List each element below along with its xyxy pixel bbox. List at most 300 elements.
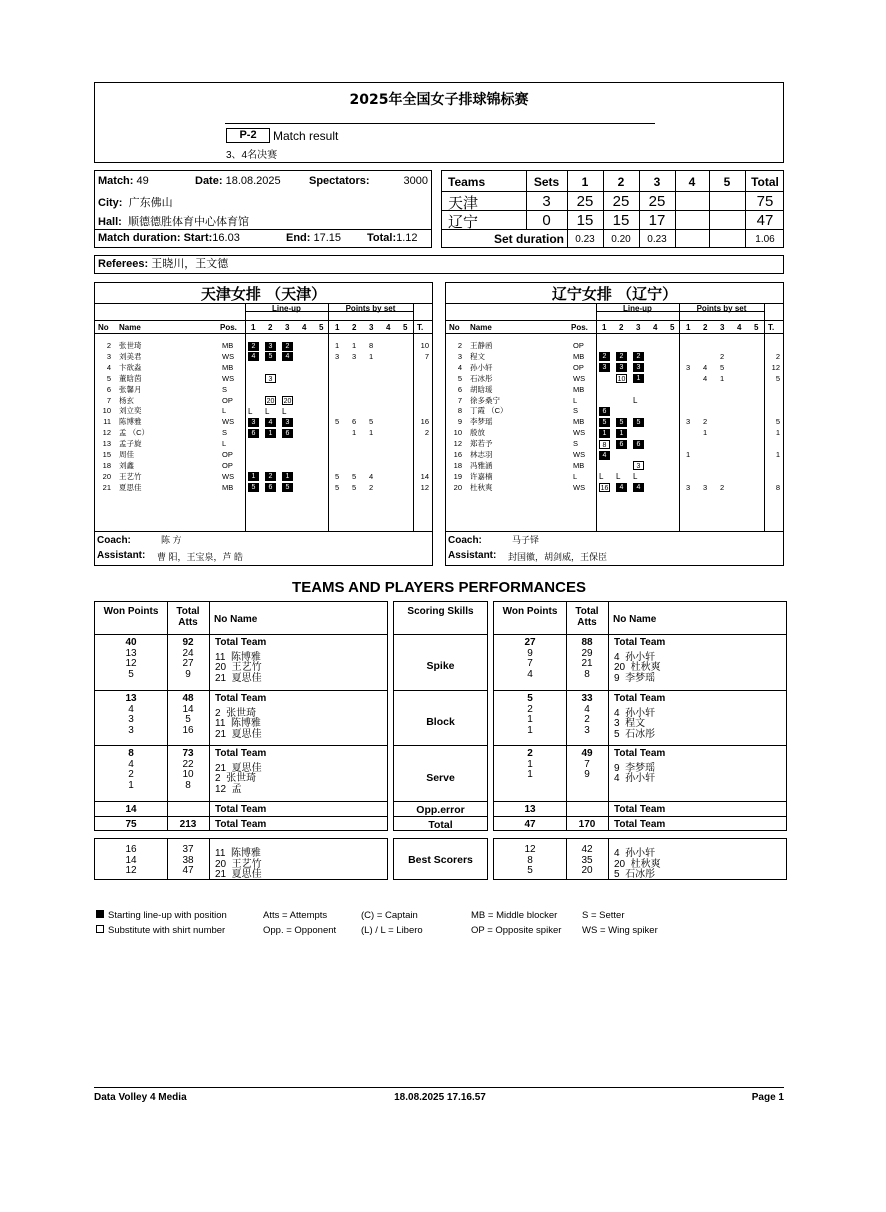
lineup-cell: L: [616, 472, 621, 482]
set-points: 1: [369, 351, 374, 361]
player-number: 3: [457, 351, 462, 361]
referees-label: Referees:: [98, 258, 149, 270]
won-points: 3: [128, 714, 134, 725]
won-points-header: Won Points: [502, 606, 558, 617]
player-entry: 21 夏思佳: [215, 728, 262, 740]
set-points: 1: [352, 341, 357, 350]
won-points: 1: [128, 779, 134, 791]
points-header: Points by set: [696, 304, 747, 313]
set-points: 5: [352, 471, 357, 481]
lineup-cell: 3: [265, 374, 276, 383]
player-row: [95, 428, 432, 438]
player-row: [95, 374, 432, 384]
legend-libero: (L) / L = Libero: [361, 925, 423, 936]
player-number: 7: [457, 395, 462, 405]
player-position: OP: [573, 362, 584, 372]
set3-duration: 0.23: [647, 234, 667, 245]
grid-line: [394, 634, 487, 635]
doc-code-box: [226, 128, 270, 143]
total-atts-header: Total Atts: [575, 606, 599, 628]
total-atts: 24: [182, 647, 194, 659]
set-points: 1: [703, 428, 708, 438]
page-title: 2025年全国女子排球锦标赛: [349, 92, 529, 108]
won-points-header: Won Points: [103, 606, 159, 617]
player-position: S: [573, 439, 579, 449]
player-row: [446, 406, 783, 416]
player-name: 石冰彤: [470, 373, 493, 383]
name-header: Name: [470, 323, 492, 332]
player-number: 18: [102, 460, 111, 470]
player-name: 徐多桑宁: [470, 395, 500, 405]
match-number: 49: [136, 175, 149, 187]
grid-line: [95, 816, 387, 817]
scoring-skills-header: Scoring Skills: [407, 606, 474, 617]
set-duration-label: Set duration: [493, 232, 564, 246]
set-points: 5: [335, 417, 340, 427]
teams-header: Teams: [448, 175, 486, 189]
legend-opp: Opp. = Opponent: [263, 925, 337, 936]
total-atts: 9: [584, 769, 590, 780]
total-atts: 21: [581, 658, 593, 669]
total-atts: 33: [581, 693, 593, 704]
player-row: [446, 428, 783, 438]
set-points: 1: [369, 428, 374, 438]
doc-code: P-2: [239, 129, 257, 141]
player-total: 5: [775, 417, 780, 427]
player-position: OP: [222, 460, 233, 470]
player-row: [446, 385, 783, 395]
grid-line: [494, 690, 786, 691]
total-atts: 2: [584, 714, 590, 725]
player-name: 王艺竹: [119, 471, 142, 481]
total-col-header: T.: [768, 323, 775, 332]
legend-op: OP = Opposite spiker: [471, 925, 562, 936]
player-name: 丁霞 （C）: [470, 406, 508, 416]
player-number: 13: [102, 439, 111, 449]
won-points: 5: [128, 668, 134, 680]
player-position: WS: [573, 373, 586, 383]
player-entry: 5 石冰彤: [614, 728, 656, 740]
points-col-header: 2: [703, 323, 708, 332]
set-col-header: 5: [670, 323, 675, 332]
lineup-cell: 5: [633, 418, 644, 427]
set-points: 5: [335, 471, 340, 481]
grid-line: [95, 690, 387, 691]
lineup-cell: 4: [248, 352, 259, 361]
grid-line: [95, 333, 432, 334]
team1-sets: 3: [542, 193, 551, 210]
legend-ws: WS = Wing spiker: [582, 925, 658, 936]
perf-right-box: [493, 601, 787, 831]
points-col-header: 1: [686, 323, 691, 332]
grid-line: [394, 690, 487, 691]
lineup-cell: 10: [617, 376, 626, 384]
total-atts: 8: [584, 668, 590, 680]
player-row: [446, 396, 783, 406]
match-info-box: [94, 170, 432, 248]
team1-set2: 25: [612, 193, 630, 210]
player-position: WS: [222, 351, 235, 361]
total-header: Total: [751, 175, 779, 189]
set-points: 1: [686, 450, 691, 459]
player-name: 刘美君: [119, 351, 142, 361]
player-entry: 4 孙小轩: [614, 773, 656, 784]
player-name: 郑若予: [470, 439, 493, 449]
set-points: 3: [686, 362, 691, 372]
player-entry: Total Team: [614, 637, 666, 648]
team2-total: 47: [756, 212, 774, 229]
player-position: WS: [222, 471, 235, 481]
set-col-header: 2: [619, 323, 624, 332]
set-points: 8: [369, 341, 374, 350]
set-points: 5: [335, 482, 340, 492]
set-points: 3: [686, 417, 691, 427]
player-entry: 2 张世琦: [215, 707, 257, 719]
coach-label: Coach:: [97, 535, 131, 546]
player-row: [95, 439, 432, 449]
player-number: 6: [457, 384, 462, 394]
hall-label: Hall:: [98, 216, 122, 228]
set-col-header: 3: [285, 323, 290, 332]
points-col-header: 2: [352, 323, 357, 332]
best-won: 16: [125, 844, 137, 855]
player-entry: 9 李梦瑶: [614, 762, 656, 774]
total-atts: 92: [182, 637, 194, 648]
team2-name: 辽宁: [448, 214, 479, 231]
lineup-cell: 16: [600, 485, 609, 493]
player-entry: 3 程文: [614, 718, 646, 729]
player-name: 孟子旋: [119, 439, 142, 449]
grid-line: [608, 602, 609, 830]
grid-line: [608, 839, 609, 879]
player-number: 12: [102, 428, 111, 438]
player-name: 夏思佳: [119, 482, 142, 492]
total-label: Total:: [367, 232, 397, 244]
no-name-header: No Name: [214, 614, 258, 625]
start-value: 16.03: [212, 232, 240, 244]
best-right-box: [493, 838, 787, 880]
grid-line: [494, 745, 786, 746]
player-name: 林志羽: [470, 450, 493, 459]
player-total: 12: [420, 482, 429, 492]
team2-set2: 15: [612, 212, 630, 229]
set-col-header: 4: [653, 323, 658, 332]
doc-name: Match result: [273, 129, 339, 143]
grid-line: [394, 816, 487, 817]
points-col-header: 3: [369, 323, 374, 332]
player-entry: Total Team: [614, 748, 666, 759]
set-col-header: 2: [268, 323, 273, 332]
score-box: [441, 170, 784, 248]
grid-line: [95, 745, 387, 746]
best-scorers-label: Best Scorers: [408, 854, 473, 866]
won-points: 7: [527, 658, 533, 669]
player-name: 刘立奕: [119, 406, 142, 416]
best-atts: 37: [182, 844, 194, 855]
team1-title: 天津女排 （天津）: [200, 285, 327, 303]
lineup-cell: 4: [633, 483, 644, 492]
total-atts: 27: [182, 658, 194, 669]
won-points: 13: [125, 647, 137, 659]
lineup-cell: 2: [599, 352, 610, 361]
player-number: 2: [106, 341, 111, 350]
total-atts: 10: [182, 769, 194, 780]
pos-header: Pos.: [220, 323, 237, 332]
player-row: [95, 417, 432, 427]
player-position: MB: [573, 460, 585, 470]
player-entry: 9 李梦瑶: [614, 672, 656, 684]
lineup-cell: 2: [282, 342, 293, 351]
player-entry: Total Team: [614, 693, 666, 704]
won-points: 2: [128, 769, 134, 780]
player-name: 李梦瑶: [470, 417, 493, 427]
player-entry: Total Team: [215, 748, 267, 759]
lineup-cell: 6: [599, 407, 610, 416]
lineup-cell: 6: [248, 429, 259, 438]
referees-box: [94, 255, 784, 274]
team2-title: 辽宁女排 （辽宁）: [551, 285, 678, 303]
set-points: 6: [352, 417, 357, 427]
won-points: 4: [128, 758, 134, 770]
player-number: 15: [102, 450, 111, 459]
total-atts: 8: [185, 779, 191, 791]
set1-duration: 0.23: [575, 234, 595, 245]
end-value: 17.15: [313, 232, 342, 244]
won-points: 4: [527, 668, 533, 680]
lineup-cell: L: [633, 396, 638, 405]
lineup-cell: 5: [282, 483, 293, 492]
points-header: Points by set: [345, 304, 396, 313]
grid-line: [95, 801, 387, 802]
date-label: Date:: [195, 175, 223, 187]
player-position: MB: [573, 351, 585, 361]
player-number: 4: [457, 362, 462, 372]
player-row: [446, 483, 783, 493]
total-value: 1.12: [396, 232, 418, 244]
assistant-label: Assistant:: [97, 550, 146, 561]
set-points: 2: [720, 351, 725, 361]
best-player: 20 杜秋爽: [614, 858, 661, 870]
won-points: 3: [128, 724, 134, 736]
player-entry: 11 陈博雅: [215, 718, 261, 729]
set-col-header: 1: [602, 323, 607, 332]
player-total: 1: [775, 450, 780, 459]
no-name-header: No Name: [613, 614, 657, 625]
won-points: 1: [527, 724, 533, 736]
player-entry: 20 王艺竹: [215, 662, 262, 673]
player-name: 陈博雅: [119, 417, 142, 427]
set-points: 3: [335, 351, 340, 361]
player-number: 5: [106, 373, 111, 383]
total-atts: 14: [182, 703, 194, 715]
total-won: 47: [524, 819, 536, 830]
grid-line: [446, 333, 783, 334]
best-player: 5 石冰彤: [614, 869, 656, 880]
grid-line: [95, 634, 387, 635]
city-value: 广东佛山: [128, 197, 173, 209]
player-name: 许嘉楠: [470, 471, 493, 481]
opp-error-won: 14: [125, 804, 137, 815]
points-col-header: 3: [720, 323, 725, 332]
footer-left: Data Volley 4 Media: [94, 1092, 187, 1103]
best-atts: 38: [182, 854, 194, 866]
best-player: 11 陈博雅: [215, 848, 261, 859]
perf-left-box: [94, 601, 388, 831]
player-number: 4: [106, 362, 111, 372]
total-atts: 9: [185, 668, 191, 680]
player-position: MB: [222, 482, 234, 492]
lineup-cell: L: [265, 406, 270, 416]
team1-name: 天津: [448, 195, 479, 212]
set-points: 4: [369, 471, 374, 481]
player-position: L: [222, 406, 227, 416]
total-atts-sum: 213: [179, 819, 197, 830]
set-points: 1: [720, 373, 725, 383]
player-name: 殷放: [470, 428, 485, 438]
lineup-cell: 1: [282, 472, 293, 481]
player-position: WS: [222, 373, 235, 383]
lineup-cell: 5: [616, 418, 627, 427]
player-position: WS: [222, 417, 235, 427]
player-total: 1: [775, 428, 780, 438]
opp-error-won: 13: [524, 804, 536, 815]
player-entry: 4 孙小轩: [614, 651, 656, 663]
legend: [96, 910, 696, 940]
set2-header: 2: [617, 175, 625, 189]
total-atts: 49: [581, 748, 593, 759]
best-atts: 35: [581, 854, 593, 866]
best-player: 21 夏思佳: [215, 869, 262, 880]
lineup-cell: 5: [599, 418, 610, 427]
best-won: 14: [125, 854, 137, 866]
player-total: 5: [775, 373, 780, 383]
total-atts: 73: [182, 748, 194, 759]
set-points: 3: [703, 482, 708, 492]
won-points: 1: [527, 758, 533, 770]
lineup-cell: 6: [282, 429, 293, 438]
player-entry: 2 张世琦: [215, 773, 257, 784]
best-won: 8: [527, 854, 533, 866]
player-row: [95, 396, 432, 406]
won-points: 12: [125, 658, 137, 669]
player-total: 14: [420, 471, 429, 481]
player-number: 10: [102, 406, 111, 416]
grid-line: [394, 801, 487, 802]
filled-square-icon: [96, 910, 104, 918]
lineup-cell: 4: [599, 451, 610, 460]
lineup-cell: 1: [599, 429, 610, 438]
player-row: [446, 439, 783, 449]
lineup-header: Line-up: [623, 304, 652, 313]
player-number: 5: [457, 373, 462, 383]
set-points: 4: [703, 362, 708, 372]
lineup-cell: 1: [616, 429, 627, 438]
lineup-cell: 3: [282, 418, 293, 427]
total-duration: 1.06: [755, 234, 775, 245]
set-points: 2: [720, 482, 725, 492]
no-header: No: [449, 323, 460, 332]
team2-set1: 15: [576, 212, 594, 229]
lineup-cell: 4: [265, 418, 276, 427]
opp-error-name: Total Team: [614, 804, 666, 815]
player-row: [95, 385, 432, 395]
best-skills-box: [393, 838, 488, 880]
lineup-cell: 1: [265, 429, 276, 438]
coach-label: Coach:: [448, 535, 482, 546]
set-col-header: 1: [251, 323, 256, 332]
total-atts: 16: [182, 724, 194, 736]
no-header: No: [98, 323, 109, 332]
player-total: 7: [424, 351, 429, 361]
set3-header: 3: [653, 175, 661, 189]
player-row: [446, 352, 783, 362]
lineup-cell: 5: [265, 352, 276, 361]
player-entry: 21 夏思佳: [215, 762, 262, 774]
skill-label: Serve: [426, 772, 455, 784]
total-atts: 4: [584, 703, 590, 715]
player-position: WS: [573, 482, 586, 492]
lineup-cell: L: [248, 406, 253, 416]
spectators-label: Spectators:: [309, 175, 370, 187]
lineup-cell: 20: [283, 398, 292, 405]
set-col-header: 4: [302, 323, 307, 332]
team2-lineup-box: [445, 282, 784, 566]
coach-name: 陈 方: [161, 535, 182, 545]
lineup-cell: 2: [248, 342, 259, 351]
legend-mb: MB = Middle blocker: [471, 910, 558, 921]
player-total: 2: [775, 351, 780, 361]
lineup-cell: 3: [633, 461, 644, 470]
performance-title: TEAMS AND PLAYERS PERFORMANCES: [292, 579, 586, 596]
player-row: [95, 483, 432, 493]
player-row: [446, 363, 783, 373]
player-row: [95, 461, 432, 471]
best-player: 20 王艺竹: [215, 858, 262, 870]
player-name: 张世琦: [119, 341, 142, 350]
set-points: 2: [703, 417, 708, 427]
team2-sets: 0: [542, 212, 551, 229]
total-label: Total: [428, 819, 453, 831]
best-won: 5: [527, 865, 533, 876]
player-position: S: [222, 384, 228, 394]
player-row: [95, 352, 432, 362]
footer-right: Page 1: [751, 1092, 784, 1103]
set-points: 3: [686, 482, 691, 492]
player-position: L: [573, 395, 578, 405]
team1-total: 75: [756, 193, 774, 210]
total-atts-sum: 170: [578, 819, 596, 830]
total-atts: 22: [182, 758, 194, 770]
grid-line: [95, 531, 432, 532]
won-points: 4: [128, 703, 134, 715]
player-position: WS: [573, 428, 586, 438]
lineup-cell: 4: [282, 352, 293, 361]
player-total: 2: [424, 428, 429, 438]
player-number: 6: [106, 384, 111, 394]
best-won: 12: [524, 844, 536, 855]
best-atts: 42: [581, 844, 593, 855]
total-atts: 29: [581, 647, 593, 659]
player-name: 张馨月: [119, 384, 142, 394]
player-number: 18: [453, 460, 462, 470]
grid-line: [394, 745, 487, 746]
player-position: WS: [573, 450, 586, 459]
empty-square-icon: [96, 925, 104, 933]
player-position: S: [573, 406, 579, 416]
player-number: 7: [106, 395, 111, 405]
lineup-cell: 1: [248, 472, 259, 481]
player-row: [446, 417, 783, 427]
